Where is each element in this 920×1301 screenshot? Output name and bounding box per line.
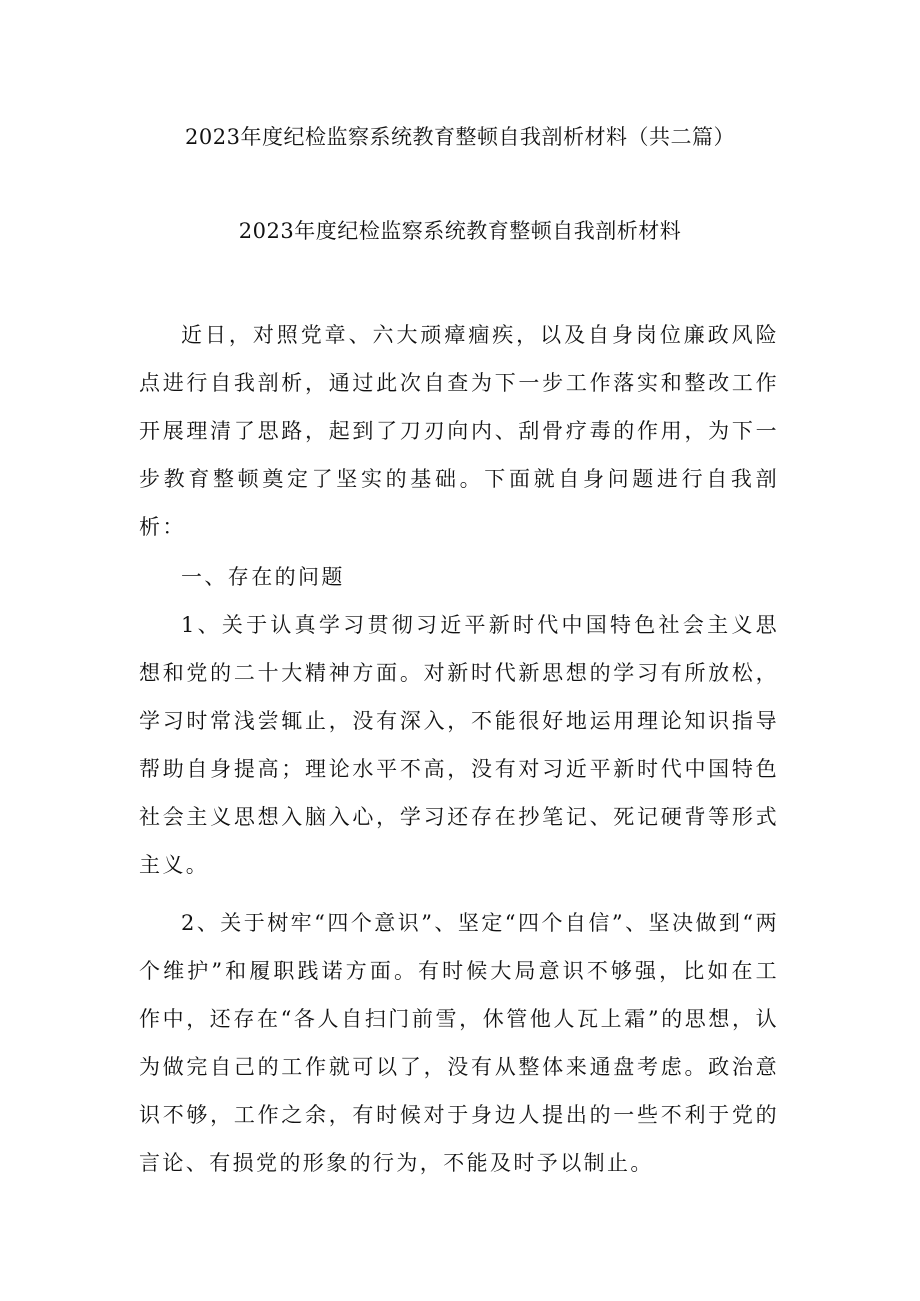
intro-paragraph: 近日，对照党章、六大顽瘴痼疾，以及自身岗位廉政风险点进行自我剖析，通过此次自查为下一步工作落实和整改工作开展理清了思路，起到了刀刃向内、刮骨疗毒的作用，为下一步教育整顿奠定了坚实的基础。下面就自身问题进行自我剖析： — [139, 323, 779, 539]
section-title: 2023年度纪检监察系统教育整顿自我剖析材料 — [238, 219, 682, 243]
problem-paragraph-2: 2、关于树牢“四个意识”、坚定“四个自信”、坚决做到“两个维护”和履职践诺方面。有时候大局意识不够强，比如在工作中，还存在“各人自扫门前雪，休管他人瓦上霜”的思想，认为做完自己的工作就可以了，没有从整体来通盘考虑。政治意识不够，工作之余，有时候对于身边人提出的一些不利于党的言论、有损党的形象的行为，不能及时予以制止。 — [139, 911, 779, 1175]
section-heading: 一、存在的问题 — [181, 565, 345, 589]
problem-paragraph-1: 1、关于认真学习贯彻习近平新时代中国特色社会主义思想和党的二十大精神方面。对新时代新思想的学习有所放松，学习时常浅尝辄止，没有深入，不能很好地运用理论知识指导帮助自身提高；理论水平不高，没有对习近平新时代中国特色社会主义思想入脑入心，学习还存在抄笔记、死记硬背等形式主义。 — [139, 613, 779, 877]
document-body — [139, 311, 779, 1187]
document-title: 2023年度纪检监察系统教育整顿自我剖析材料（共二篇） — [185, 125, 735, 149]
